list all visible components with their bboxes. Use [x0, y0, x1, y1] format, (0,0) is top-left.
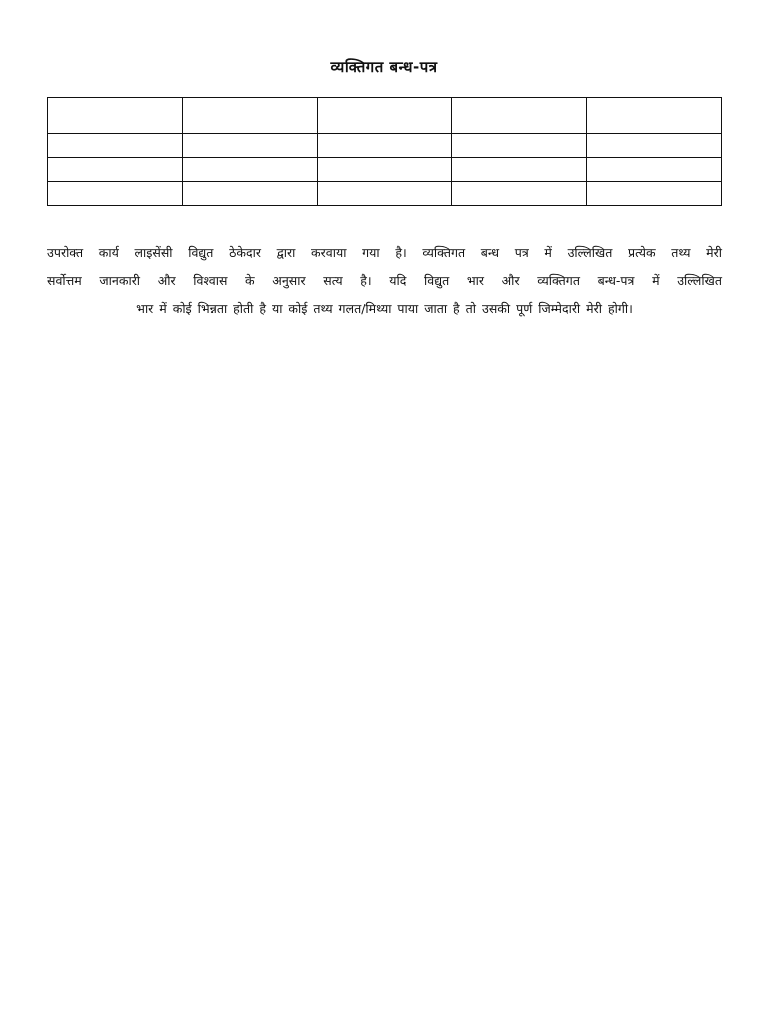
table-cell [587, 182, 722, 206]
table-cell [48, 182, 183, 206]
table-cell [48, 98, 183, 134]
table-cell [317, 134, 452, 158]
table-cell [182, 98, 317, 134]
table-row [48, 182, 722, 206]
table-row [48, 98, 722, 134]
declaration-line: सर्वोत्तम जानकारी और विश्वास के अनुसार सत्य है। यदि विद्युत भार और व्यक्तिगत बन्ध-पत्र में उल्लिखित [47, 273, 722, 288]
page-title: व्यक्तिगत बन्ध-पत्र [330, 58, 438, 76]
table-cell [182, 134, 317, 158]
declaration-line: उपरोक्त कार्य लाइसेंसी विद्युत ठेकेदार द्वारा करवाया गया है। व्यक्तिगत बन्ध पत्र में उल्लिखित प्रत्येक तथ्य मेरी [47, 245, 722, 260]
table-cell [317, 182, 452, 206]
table-cell [48, 134, 183, 158]
table-cell [48, 158, 183, 182]
table-cell [182, 158, 317, 182]
declaration-line: भार में कोई भिन्नता होती है या कोई तथ्य गलत/मिथ्या पाया जाता है तो उसकी पूर्ण जिम्मेदारी मेरी होगी। [136, 301, 633, 316]
table-cell [317, 98, 452, 134]
blank-table [47, 97, 722, 206]
table-cell [182, 182, 317, 206]
table-cell [452, 98, 587, 134]
table-cell [587, 158, 722, 182]
table-cell [587, 134, 722, 158]
table-row [48, 158, 722, 182]
table-cell [452, 158, 587, 182]
table-cell [452, 182, 587, 206]
table-cell [452, 134, 587, 158]
table-row [48, 134, 722, 158]
table-cell [587, 98, 722, 134]
table-cell [317, 158, 452, 182]
declaration-paragraph [47, 239, 722, 323]
